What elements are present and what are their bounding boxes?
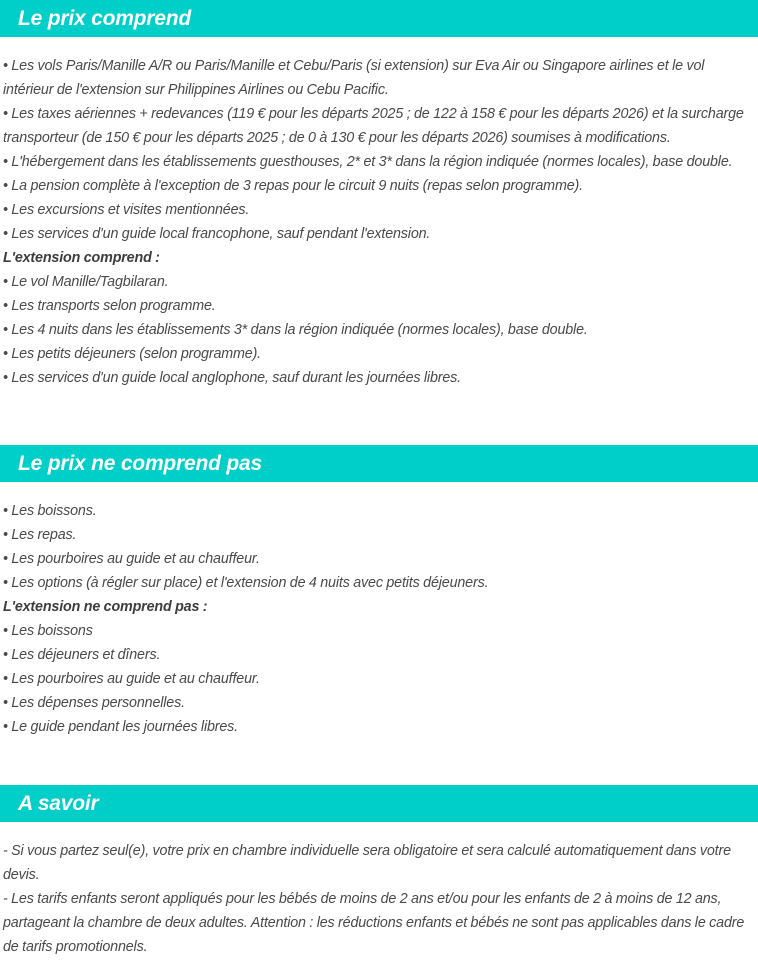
list-item: • Les transports selon programme. <box>3 298 216 314</box>
list-item: • Les 4 nuits dans les établissements 3* dans la région indiquée (normes locales), base double. <box>3 322 588 338</box>
section-spacer <box>0 739 758 785</box>
section-header-le-prix-ne-comprend-pas: Le prix ne comprend pas <box>0 445 758 482</box>
section-body-a-savoir <box>0 822 758 959</box>
list-item: • Les boissons <box>3 623 93 639</box>
list-item: • Le vol Manille/Tagbilaran. <box>3 274 169 290</box>
section-header-le-prix-comprend: Le prix comprend <box>0 0 758 37</box>
section-body-le-prix-ne-comprend-pas <box>0 482 758 739</box>
section-body-le-prix-comprend <box>0 37 758 390</box>
list-item: • Les dépenses personnelles. <box>3 695 185 711</box>
list-item: • Les services d'un guide local anglophone, sauf durant les journées libres. <box>3 370 461 386</box>
list-item: • Les déjeuners et dîners. <box>3 647 161 663</box>
list-item: • Les excursions et visites mentionnées. <box>3 202 250 218</box>
section-header-a-savoir: A savoir <box>0 785 758 822</box>
subsection-label-extension-ne-comprend-pas: L'extension ne comprend pas : <box>3 599 208 615</box>
list-item: • Les pourboires au guide et au chauffeur. <box>3 551 260 567</box>
list-item: • Les options (à régler sur place) et l'extension de 4 nuits avec petits déjeuners. <box>3 575 489 591</box>
list-item: • Les vols Paris/Manille A/R ou Paris/Manille et Cebu/Paris (si extension) sur Eva Air ou Singapore airlines et le vol intérieur de l'extension sur Philippines Airlines ou Cebu Pacific. <box>3 58 705 98</box>
note-item: - Si vous partez seul(e), votre prix en chambre individuelle sera obligatoire et sera calculé automatiquement dans votre devis. <box>3 843 731 883</box>
list-item: • Les petits déjeuners (selon programme). <box>3 346 262 362</box>
list-item: • Les services d'un guide local francophone, sauf pendant l'extension. <box>3 226 431 242</box>
list-item: • Les repas. <box>3 527 77 543</box>
list-item: • L'hébergement dans les établissements guesthouses, 2* et 3* dans la région indiquée (normes locales), base double. <box>3 154 733 170</box>
subsection-label-extension-comprend: L'extension comprend : <box>3 250 160 266</box>
list-item: • Le guide pendant les journées libres. <box>3 719 239 735</box>
list-item: • La pension complète à l'exception de 3 repas pour le circuit 9 nuits (repas selon programme). <box>3 178 583 194</box>
list-item: • Les boissons. <box>3 503 97 519</box>
note-item: - Les tarifs enfants seront appliqués pour les bébés de moins de 2 ans et/ou pour les enfants de 2 à moins de 12 ans, partageant la chambre de deux adultes. Attention : les réductions enfants et bébés ne sont pas applicables dans le cadre de tarifs promotionnels. <box>3 891 745 955</box>
list-item: • Les taxes aériennes + redevances (119 € pour les départs 2025 ; de 122 à 158 € pour les départs 2026) et la surcharge transporteur (de 150 € pour les départs 2025 ; de 0 à 130 € pour les départs 2026) soumises à modifications. <box>3 106 744 146</box>
section-spacer <box>0 390 758 445</box>
list-item: • Les pourboires au guide et au chauffeur. <box>3 671 260 687</box>
